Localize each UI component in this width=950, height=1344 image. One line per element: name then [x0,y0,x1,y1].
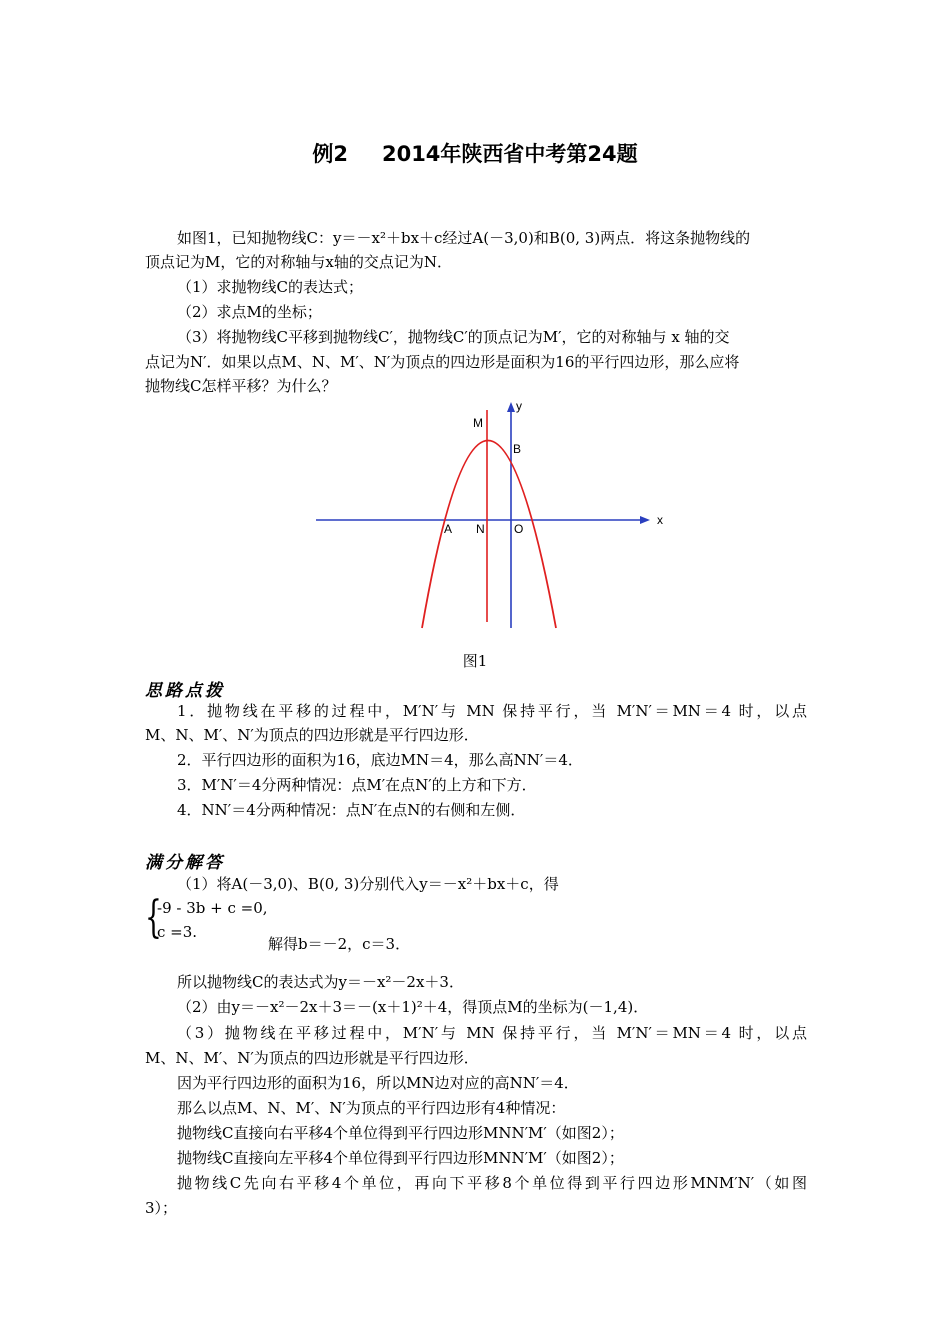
hint-2: 2．平行四边形的面积为16，底边MN＝4，那么高NN′＝4． [177,751,583,769]
equation-2: c =3. [157,923,198,941]
label-a: A [444,522,453,536]
equation-1: -9 - 3b + c =0, [157,899,268,917]
solution-step-3-line-2: M、N、M′、N′为顶点的四边形就是平行四边形． [145,1049,479,1067]
problem-line-2: 顶点记为M，它的对称轴与x轴的交点记为N． [145,253,452,271]
hint-4: 4．NN′＝4分两种情况：点N′在点N的右侧和左侧． [177,801,526,819]
problem-line-1: 如图1，已知抛物线C：y＝－x²＋bx＋c经过A(－3,0)和B(0, 3)两点．将这条抛物线的 [177,229,751,247]
label-x: x [657,513,663,527]
title-text: 2014年陕西省中考第24题 [381,142,638,166]
label-o: O [514,522,524,536]
solution-case-3-line-1: 抛物线C先向右平移4个单位，再向下平移8个单位得到平行四边形MNM′N′（如图 [177,1174,807,1192]
y-axis-arrow [507,402,515,412]
hint-1-line-2: M、N、M′、N′为顶点的四边形就是平行四边形． [145,726,479,744]
hint-1-line-1: 1．抛物线在平移的过程中，M′N′与 MN 保持平行，当 M′N′＝MN＝4 时，以点 [177,702,807,720]
system-brace: { [145,892,162,943]
solution-values: 解得b＝－2，c＝3． [268,935,411,953]
figure-1-parabola [300,396,680,636]
solution-case-1: 抛物线C直接向右平移4个单位得到平行四边形MNN′M′（如图2）； [177,1124,624,1142]
question-3-line-3: 抛物线C怎样平移？为什么？ [145,377,337,395]
label-y: y [516,399,522,413]
solution-expression: 所以抛物线C的表达式为y＝－x²－2x＋3． [177,973,464,991]
question-1: （1）求抛物线C的表达式； [177,278,364,296]
example-label: 例2 [312,142,348,166]
question-3-line-1: （3）将抛物线C平移到抛物线C′，抛物线C′的顶点记为M′，它的对称轴与 x 轴的交 [177,328,730,346]
solution-area-note: 因为平行四边形的面积为16，所以MN边对应的高NN′＝4． [177,1074,579,1092]
label-b: B [513,442,522,456]
solution-step-3-line-1: （3）抛物线在平移过程中，M′N′与 MN 保持平行，当 M′N′＝MN＝4 时，以点 [177,1024,807,1042]
solution-case-2: 抛物线C直接向左平移4个单位得到平行四边形MNN′M′（如图2）； [177,1149,624,1167]
solution-case-3-line-2: 3）； [145,1199,178,1217]
solution-heading: 满分解答 [145,853,225,873]
solution-step-2: （2）由y＝－x²－2x＋3＝－(x＋1)²＋4，得顶点M的坐标为(－1,4)． [177,998,649,1016]
parabola-curve [422,441,556,629]
page-title [0,138,950,168]
hints-heading: 思路点拨 [145,681,225,701]
hint-3: 3．M′N′＝4分两种情况：点M′在点N′的上方和下方． [177,776,537,794]
solution-step-1: （1）将A(－3,0)、B(0, 3)分别代入y＝－x²＋bx＋c，得 [177,875,559,893]
label-m: M [473,416,483,430]
question-2: （2）求点M的坐标； [177,303,322,321]
equation-system [145,893,285,949]
x-axis-arrow [640,516,650,524]
figure-caption: 图1 [462,652,488,670]
solution-cases-intro: 那么以点M、N、M′、N′为顶点的平行四边形有4种情况： [177,1099,566,1117]
question-3-line-2: 点记为N′．如果以点M、N、M′、N′为顶点的四边形是面积为16的平行四边形，那么应将 [145,353,740,371]
label-n: N [476,522,485,536]
